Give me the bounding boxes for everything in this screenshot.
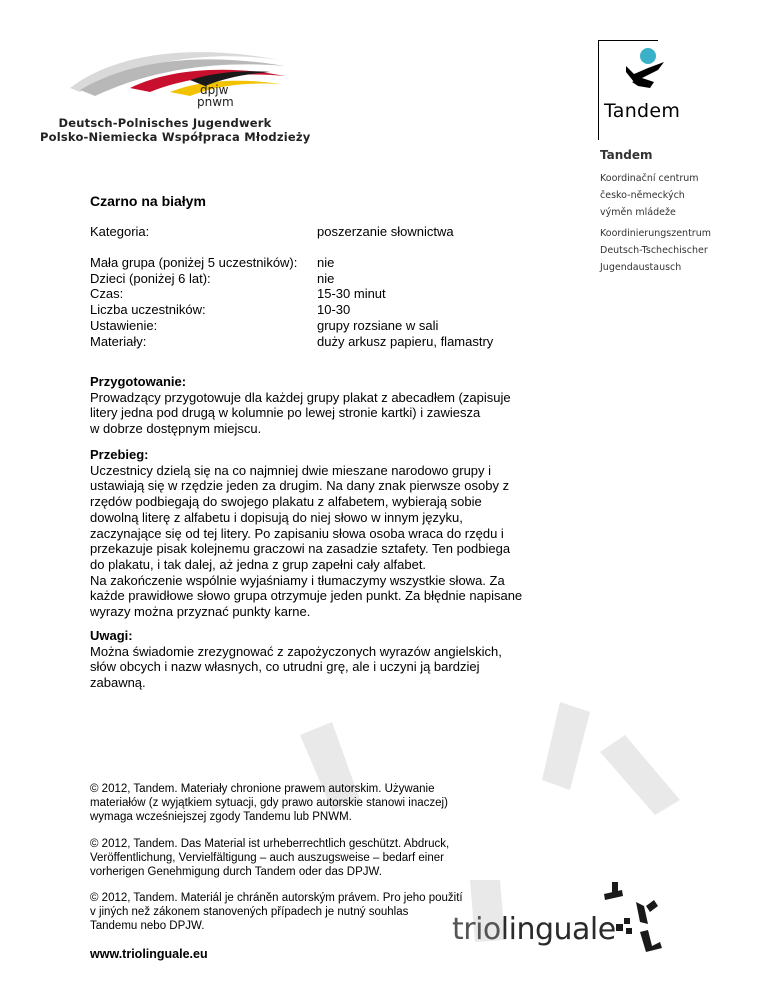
brand-tri: trio — [452, 912, 501, 947]
meta-value: duży arkusz papieru, flamastry — [317, 333, 494, 349]
meta-label: Ustawienie: — [90, 317, 158, 333]
dpjw-logo — [40, 30, 311, 145]
copyright-cz: © 2012, Tandem. Materiál je chráněn autorským právem. Pro jeho použití v jiných než zákonem stanovených případech je nutný souhlas Tandemu nebo DPJW. — [90, 892, 463, 932]
meta-value: nie — [317, 255, 335, 270]
meta-label: Liczba uczestników: — [90, 302, 206, 318]
course-heading: Przebieg: — [90, 447, 149, 462]
tandem-logo-frame-top — [598, 40, 658, 41]
meta-value: 15-30 minut — [317, 286, 386, 302]
tandem-cz-line: výměn mládeže — [600, 207, 676, 218]
category-label: Kategoria: — [90, 224, 150, 239]
meta-value: 10-30 — [317, 302, 351, 318]
category-value: poszerzanie słownictwa — [317, 224, 454, 239]
meta-label: Dzieci (poniżej 6 lat): — [90, 270, 211, 286]
notes-section — [90, 628, 570, 691]
website-link[interactable]: www.triolinguale.eu — [90, 947, 208, 961]
dpjw-name-de: Deutsch-Polnisches Jugendwerk — [58, 116, 272, 130]
notes-heading: Uwagi: — [90, 628, 133, 643]
tandem-de-line: Jugendaustausch — [600, 262, 682, 273]
triolinguale-logo — [452, 912, 616, 947]
tandem-figures-icon — [608, 42, 678, 102]
meta-table — [90, 255, 570, 350]
tandem-cz-line: Koordinační centrum — [600, 173, 699, 184]
brand-lingua: linguale — [500, 912, 616, 947]
triolinguale-symbol-icon — [600, 880, 670, 952]
meta-label: Materiały: — [90, 333, 147, 349]
pnwm-abbr: pnwm — [197, 95, 234, 109]
copyright-pl: © 2012, Tandem. Materiały chronione prawem autorskim. Używanie materiałów (z wyjątkiem sytuacji, gdy prawo autorskie stanowi inaczej) wymaga wcześniejszej zgody Tandemu lub PNWM. — [90, 783, 448, 823]
course-text: Uczestnicy dzielą się na co najmniej dwie mieszane narodowo grupy i ustawiają się w rzędzie jeden za drugim. Na dany znak pierwsze osoby z rzędów podbiegają do swojego plakatu z alfabetem, wybierają sobie dowolną literę z alfabetu i dopisują do niej słowo w innym języku, zaczynające się od tej litery. Po zapisaniu słowa osoba wraca do rzędu i przekazuje pisak kolejnemu graczowi na zasadzie sztafety. Ten podbiega do plakatu, i tak dalej, aż jedna z grup zapełni cały alfabet. Na zakończenie wspólnie wyjaśniamy i tłumaczymy wszystkie słowa. Za każde prawidłowe słowo grupa otrzymuje jeden punkt. Za błędnie napisane wyrazy można przyznać punkty karne. — [90, 462, 523, 620]
tandem-logo-frame-left — [598, 40, 599, 140]
preparation-heading: Przygotowanie: — [90, 374, 187, 389]
notes-text: Można świadomie zrezygnować z zapożyczonych wyrazów angielskich, słów obcych i nazw własnych, co utrudni grę, ale i uczyni ją bardziej zabawną. — [90, 643, 502, 691]
dpjw-abbr: dpjw — [200, 83, 229, 97]
dpjw-name-pl: Polsko-Niemiecka Współpraca Młodzieży — [40, 130, 311, 144]
course-section — [90, 447, 570, 620]
tandem-cz-line: česko-německých — [600, 190, 685, 201]
preparation-text: Prowadzący przygotowuje dla każdej grupy plakat z abecadłem (zapisuje litery jedna pod drugą w kolumnie po lewej stronie kartki) i zawiesza w dobrze dostępnym miejscu. — [90, 389, 511, 437]
copyright-de: © 2012, Tandem. Das Material ist urheberrechtlich geschützt. Abdruck, Veröffentlichung, Vervielfältigung – auch auszugsweise – bedarf einer vorherigen Genehmigung durch Tandem oder das DPJW. — [90, 838, 450, 878]
tandem-de-line: Koordinierungszentrum — [600, 228, 711, 239]
preparation-section — [90, 374, 570, 437]
tandem-logo — [598, 40, 693, 155]
meta-label: Czas: — [90, 286, 124, 302]
tandem-info-title: Tandem — [600, 148, 653, 162]
category-row — [90, 224, 570, 240]
meta-label: Mała grupa (poniżej 5 uczestników): — [90, 255, 298, 270]
page-title: Czarno na białym — [90, 193, 206, 209]
dpjw-flag-swoosh-icon — [40, 30, 290, 110]
tandem-de-line: Deutsch-Tschechischer — [600, 245, 708, 256]
tandem-info — [600, 148, 760, 276]
tandem-logo-word: Tandem — [604, 100, 681, 122]
meta-value: nie — [317, 270, 335, 286]
meta-value: grupy rozsiane w sali — [317, 317, 439, 333]
